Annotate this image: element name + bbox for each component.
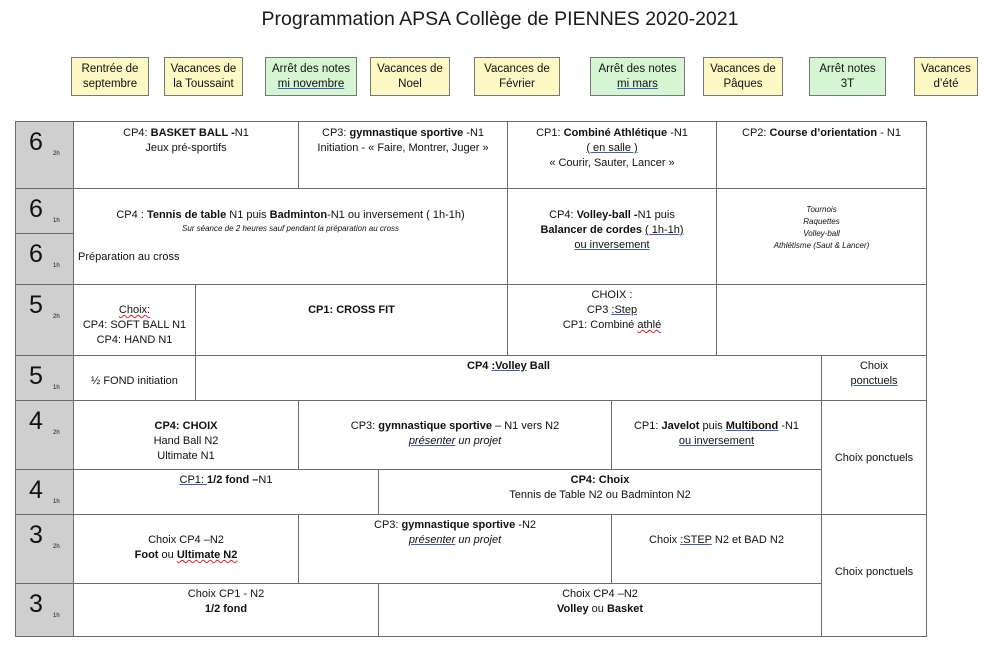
row-label-5-2h [15, 284, 74, 356]
period-arret-mars [590, 57, 685, 96]
programming-table [15, 121, 927, 637]
level-number: 3 [29, 521, 43, 549]
text: Choix CP4 –N2 [562, 588, 638, 600]
cell-3-1h-choix [378, 583, 822, 637]
cell-4-1h-fond [73, 469, 379, 515]
text: Combiné Athlétique [563, 127, 668, 139]
cell-5-2h-empty [716, 284, 927, 356]
cell-3-2h-step [611, 514, 822, 584]
period-line: Vacances de [377, 62, 443, 75]
text: gymnastique sportive [378, 420, 492, 432]
duration-label: 1h [53, 385, 60, 391]
period-line: Arrêt des notes [598, 62, 677, 75]
period-line: Noel [398, 77, 422, 90]
text: CP3: [322, 127, 350, 139]
text: ou [588, 603, 607, 615]
text: Raquettes [803, 217, 840, 226]
cell-6-1h-volley [507, 188, 717, 285]
text: CP4: [549, 209, 577, 221]
text: :Volley [491, 360, 527, 372]
duration-label: 2h [53, 314, 60, 320]
text: CP2: [742, 127, 770, 139]
cell-3-1h-fond [73, 583, 379, 637]
period-line: Rentrée de [81, 62, 139, 75]
text: CP1: [536, 127, 564, 139]
period-fevrier [474, 57, 560, 96]
period-arret-3t [809, 57, 886, 96]
text: ( 1h-1h) [645, 224, 684, 236]
text: Ultimate N1 [157, 450, 215, 462]
text: Tennis de table [146, 209, 227, 221]
text: Choix CP1 - N2 [187, 588, 265, 600]
duration-label: 2h [53, 544, 60, 550]
cell-3-choix-ponctuels [821, 514, 927, 637]
text: Initiation - « Faire, Montrer, Juger » [317, 142, 489, 154]
cell-3-2h-choix [73, 514, 299, 584]
text: CP4: [123, 127, 151, 139]
level-number: 3 [29, 590, 43, 618]
period-line: la Toussaint [173, 77, 234, 90]
text: :STEP [680, 534, 712, 546]
period-toussaint [164, 57, 243, 96]
level-number: 5 [29, 291, 43, 319]
text: CP4: HAND N1 [96, 334, 173, 346]
text: athlé [637, 319, 662, 331]
cell-4-2h-gym [298, 400, 612, 470]
cell-4-choix-ponctuels [821, 400, 927, 515]
text: -N1 [463, 127, 484, 139]
text: présenter [408, 435, 456, 447]
period-line: 3T [840, 77, 855, 90]
cell-6-2h-orientation [716, 121, 927, 189]
cell-5-2h-crossfit [195, 284, 508, 356]
text: Volley-ball [803, 229, 840, 238]
period-line: mi novembre [277, 77, 345, 90]
period-line: Vacances de [484, 62, 550, 75]
cell-5-1h-volley [195, 355, 822, 401]
cell-6-1h-tennis [73, 188, 508, 285]
text: CP4: SOFT BALL N1 [82, 319, 187, 331]
row-label-5-1h [15, 355, 74, 401]
cell-3-2h-gym [298, 514, 612, 584]
text: CP4: Choix [570, 474, 630, 486]
text: Foot [134, 549, 159, 561]
level-number: 6 [29, 128, 43, 156]
level-number: 4 [29, 476, 43, 504]
period-arret-novembre [265, 57, 357, 96]
text: N1 [234, 127, 249, 139]
text: Choix: [118, 304, 151, 316]
cell-5-1h-choix-ponctuels [821, 355, 927, 401]
text: CP4 : [116, 209, 147, 221]
row-label-6-1h-a [15, 188, 74, 234]
text: Javelot [661, 420, 700, 432]
text: CP3: [350, 420, 379, 432]
text: CP1: Combiné [562, 319, 638, 331]
row-label-6-1h-b [15, 233, 74, 285]
cell-6-2h-basket [73, 121, 299, 189]
period-ete [914, 57, 978, 96]
text: Volley [556, 603, 589, 615]
text: Choix CP4 –N2 [148, 534, 224, 546]
period-line: Pâques [723, 77, 763, 90]
text: ½ FOND initiation [91, 375, 178, 387]
text: 1/2 fond – [207, 474, 259, 486]
cell-5-2h-choix [73, 284, 196, 356]
text: N1 [258, 474, 273, 486]
row-label-6-2h [15, 121, 74, 189]
text: Sur séance de 2 heures sauf pendant la préparation au cross [181, 224, 400, 233]
period-line: mi mars [617, 77, 658, 90]
duration-label: 1h [53, 218, 60, 224]
text: Athlétisme (Saut & Lancer) [773, 241, 870, 250]
text: CP4 [467, 360, 492, 372]
level-number: 5 [29, 362, 43, 390]
text: Balancer de cordes [540, 224, 646, 236]
period-noel [370, 57, 450, 96]
row-label-4-2h [15, 400, 74, 470]
text: Tennis de Table N2 ou Badminton N2 [509, 489, 691, 501]
text: – N1 vers N2 [491, 420, 560, 432]
text: N1 puis [637, 209, 675, 221]
period-line: Février [499, 77, 535, 90]
level-number: 4 [29, 407, 43, 435]
text: ( en salle ) [586, 142, 638, 154]
text: CP1: [179, 474, 208, 486]
duration-label: 1h [53, 499, 60, 505]
period-line: Vacances de [170, 62, 237, 75]
cell-5-1h-fond [73, 355, 196, 401]
text: Choix [649, 534, 681, 546]
cell-4-1h-choix [378, 469, 822, 515]
text: ou inversement [574, 239, 650, 251]
period-line: Arrêt notes [819, 62, 876, 75]
text: CHOIX : [591, 289, 633, 301]
text: Tournois [806, 205, 837, 214]
period-line: Vacances [921, 62, 971, 75]
row-label-4-1h [15, 469, 74, 515]
cell-6-2h-athletisme [507, 121, 717, 189]
text: gymnastique sportive [349, 127, 464, 139]
text: CP1: [633, 420, 662, 432]
period-line: Arrêt des notes [272, 62, 350, 75]
level-number: 6 [29, 195, 43, 223]
text: ou [158, 549, 177, 561]
text: CP3 [586, 304, 612, 316]
period-line: Vacances de [710, 62, 776, 75]
text: -N1 [778, 420, 800, 432]
text: un projet [455, 435, 502, 447]
text: présenter [408, 534, 456, 546]
period-line: d’été [933, 77, 959, 90]
text: Choix [859, 360, 889, 372]
level-number: 6 [29, 240, 43, 268]
text: ponctuels [850, 375, 898, 387]
duration-label: 2h [53, 151, 60, 157]
page-title: Programmation APSA Collège de PIENNES 2020-2021 [261, 8, 739, 30]
text: -N1 ou inversement ( 1h-1h) [327, 209, 465, 221]
text: un projet [455, 534, 502, 546]
text: puis [699, 420, 726, 432]
text: Choix ponctuels [834, 566, 914, 578]
period-paques [703, 57, 783, 96]
text: CP1: CROSS FIT [308, 304, 395, 316]
period-rentree [71, 57, 149, 96]
text: Préparation au cross [78, 251, 180, 263]
text: CP3: [374, 519, 402, 531]
text: Badminton [269, 209, 328, 221]
cell-4-2h-javelot [611, 400, 822, 470]
cell-6-1h-tournois [716, 188, 927, 285]
text: :Step [611, 304, 638, 316]
text: Hand Ball N2 [153, 435, 219, 447]
text: 1/2 fond [204, 603, 248, 615]
row-label-3-2h [15, 514, 74, 584]
row-label-3-1h [15, 583, 74, 637]
cell-6-2h-gym [298, 121, 508, 189]
text: Choix ponctuels [834, 452, 914, 464]
text: gymnastique sportive [401, 519, 516, 531]
text: Multibond [725, 420, 779, 432]
cell-5-2h-step [507, 284, 717, 356]
duration-label: 1h [53, 613, 60, 619]
text: N2 et BAD N2 [711, 534, 784, 546]
duration-label: 1h [53, 263, 60, 269]
text: Course d’orientation [769, 127, 878, 139]
duration-label: 2h [53, 430, 60, 436]
text: Ultimate N2 [176, 549, 238, 561]
text: Jeux pré-sportifs [145, 142, 227, 154]
text: Basket [606, 603, 644, 615]
text: Ball [526, 360, 550, 372]
text: ou inversement [678, 435, 755, 447]
period-line: septembre [82, 77, 138, 90]
cell-4-2h-choix [73, 400, 299, 470]
text: -N1 [667, 127, 688, 139]
text: - N1 [877, 127, 901, 139]
text: BASKET BALL - [150, 127, 235, 139]
text: -N2 [515, 519, 536, 531]
text: Volley-ball - [576, 209, 638, 221]
text: « Courir, Sauter, Lancer » [549, 157, 675, 169]
text: N1 puis [226, 209, 270, 221]
text: CP4: CHOIX [154, 420, 218, 432]
